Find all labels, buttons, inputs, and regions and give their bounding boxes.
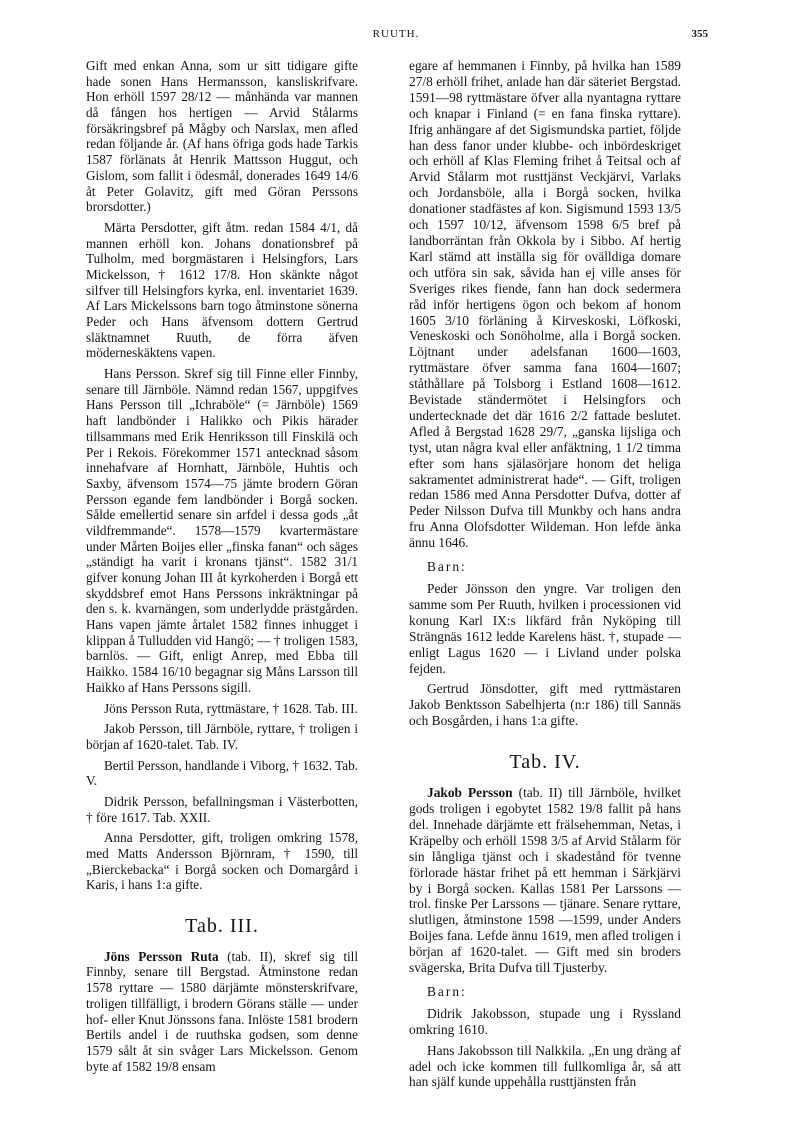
right-column — [409, 58, 681, 1095]
entry-name: Jakob Persson — [427, 785, 513, 801]
paragraph: Jöns Persson Ruta, ryttmästare, † 1628. Tab. III. — [104, 700, 358, 716]
running-head: RUUTH. — [372, 28, 420, 40]
paragraph: Gertrud Jönsdotter, gift med ryttmästaren Jakob Benktsson Sabelhjerta (n:r 186) till Sannäs och Bosgården, i hans 1:a gifte. — [409, 681, 681, 729]
paragraph: Gift med enkan Anna, som ur sitt tidigare gifte hade sonen Hans Hermansson, kansliskrifvare. Hon erhöll 1597 28/12 — månhända var mannen då fången hos hertigen — Arvid Stålarms försäkringsbref på Mågby och Narslax, men afled redan följande år. (Af hans öfriga gods hade Tarkis 1587 förlänats åt Henrik Mattsson Huggut, och Gislom, som fallit i ödesmål, donerades 1649 14/6 åt Peter Golavitz, gift med Göran Perssons brorsdotter.) — [86, 58, 358, 215]
entry-text: (tab. II) till Järnböle, hvilket gods troligen i egobytet 1582 19/8 fallit på hans del. Innehade därjämte ett frälsehemman, Netas, i Kräpelby och erhöll 1598 3/5 af Arvid Stålarm för sin långliga tjänst och i skadestånd för tvenne förlorade hästar frihet på ett hemman i Särkjärvi by i Borgå socken. Kallas 1581 Per Larssons — trol. finske Per Larssons — tjänare. Senare ryttare, slutligen, åtminstone 1598 —1599, under Anders Boijes fana. Lefde ännu 1619, men afled troligen i början af 1620-talet. — Gift med sin broders svägerska, Brita Dufva till Tjusterby. — [409, 785, 681, 976]
paragraph: Märta Persdotter, gift åtm. redan 1584 4/1, då mannen erhöll kon. Johans donationsbref på Tulholm, med borgmästaren i Helsingfors, Lars Mickelsson, † 1612 17/8. Hon skänkte något silfver till Helsingfors kyrka, enl. inventariet 1639. Af Lars Mickelssons barn togo åtminstone sönerna Peder och Hans äfvensom dottern Gertrud släktnamnet Ruuth, de förra äfven möderneskäktens vapen. — [86, 219, 358, 361]
paragraph: Didrik Persson, befallningsman i Västerbotten, † före 1617. Tab. XXII. — [86, 793, 358, 825]
paragraph: egare af hemmanen i Finnby, på hvilka han 1589 27/8 erhöll frihet, anlade han där säteriet Bergstad. 1591—98 ryttmästare öfver alla nyantagna ryttare och knapar i Finland (= en fana finska ryttare). Ifrig anhängare af det Sigismundska partiet, följde han dess fanor under klubbe- och inbördeskriget och erhöll af Klas Fleming frihet å Teitsal och af Arvid Stålarm mot rusttjänst Veckjärvi, Varlaks och Jordansböle, alla i Borgå socken, hvilka donationer stadfästes af kon. Sigismund 1593 13/5 och 1597 10/12, äfvensom 1598 6/5 bref på landborräntan från Okkola by i Sibbo. Af hertig Karl stämd att inställa sig för ovälldiga domare och utföra sin sak, såvida han ej ville anses för Sveriges rikes fiende, fann han dock sedermera råd inför hertigens ögon och bekom af honom 1605 3/10 förläning å Kirveskoski, Löfkoski, Veneskoski och Sonöholme, alla i Borgå socken. Löjtnant under adelsfanan 1600—1603, ryttmästare öfver samma fana 1604—1607; ståthållare på Tolsborg i Estland 1608—1612. Bevistade ständermötet i Helsingfors och undertecknade det där 1616 2/2 fattade beslutet. Afled å Bergstad 1628 29/7, „ganska lijsliga och tyst, utan några kval eller anfäktning, 1 1/2 timma efter som hans själasörjare honom det heliga sakramentet administrerat hade“. — Gift, troligen redan 1586 med Anna Persdotter Dufva, dotter af Peder Nilsson Dufva till Munkby och hans andra fru Anna Olofsdotter Wildeman. Hon lefde änka ännu 1646. — [409, 58, 681, 551]
section-heading-tab-4: Tab. IV. — [509, 751, 581, 774]
entry-text: (tab. II), skref sig till Finnby, senare till Bergstad. Åtminstone redan 1578 ryttare — 1580 därjämte mönsterskrifvare, troligen tillfälligt, i brodern Görans ställe — under hof- eller Knut Jönssons fana. Inlöste 1581 brodern Bertils andel i de ruuthska godsen, som denne 1579 sålt åt sin svåger Lars Mickelsson. Genom byte af 1582 19/8 ensam — [86, 948, 358, 1074]
paragraph: Bertil Persson, handlande i Viborg, † 1632. Tab. V. — [86, 757, 358, 789]
paragraph: Peder Jönsson den yngre. Var troligen den samme som Per Ruuth, hvilken i processionen vid konung Karl IX:s likfärd från Nyköping till Strängnäs 1612 ledde Karelens häst. †, stupade — enligt Lagus 1620 — i Livland under polska fejden. — [409, 581, 681, 676]
paragraph: Hans Jakobsson till Nalkkila. „En ung dräng af adel och icke kommen till fullkomliga år, så att han själf kunde uppehålla rusttjänsten från — [409, 1042, 681, 1090]
paragraph: Didrik Jakobsson, stupade ung i Ryssland omkring 1610. — [409, 1005, 681, 1037]
left-column — [86, 58, 358, 1079]
paragraph — [409, 785, 681, 976]
children-label: Barn: — [427, 559, 467, 575]
paragraph: Hans Persson. Skref sig till Finne eller Finnby, senare till Järnböle. Nämnd redan 1567, uppgifves Hans Persson till „Ichraböle“ (= Järnböle) 1569 haft landbönder i Halikko och Pikis härader tillsammans med Erik Henriksson till Finskilä och Per i Rekois. Förekommer 1571 antecknad såsom innehafvare af Hornhatt, Järnböle, Huhtis och Saxby, äfvensom 1574—75 jämte brodern Göran Persson egande fem landbönder i Borgå socken. Sålde emellertid senare sin arfdel i dessa gods „åt vildfremmande“. 1578—1579 kvartermästare under Mårten Boijes eller „finska fanan“ och säges „ständigt ha varit i kronans tjänst“. 1582 31/1 gifver konung Johan III åt kyrkoherden i Borgå ett skyddsbref emot Hans Perssons inkräktningar på den s. k. kvarnängen, som underlydde prästgården. Hans vapen jämte årtalet 1582 finnes inhugget i klippan å Tulludden vid Hangö; — † troligen 1583, barnlös. — Gift, enligt Anrep, med Ebba till Haikko. 1584 16/10 begagnar sig Måns Larsson till Haikko af Hans Perssons sigill. — [86, 366, 358, 695]
paragraph — [86, 949, 358, 1075]
page-header — [0, 28, 792, 48]
children-label: Barn: — [427, 983, 467, 999]
section-heading-tab-3: Tab. III. — [185, 915, 259, 938]
page-number: 355 — [691, 28, 708, 40]
paragraph: Anna Persdotter, gift, troligen omkring 1578, med Matts Andersson Björnram, † 1590, till „Bierckebacka“ i Borgå socken och Domargård i Karis, i hans 1:a gifte. — [86, 830, 358, 893]
paragraph: Jakob Persson, till Järnböle, ryttare, † troligen i början af 1620-talet. Tab. IV. — [86, 721, 358, 752]
entry-name: Jöns Persson Ruta — [104, 948, 219, 964]
